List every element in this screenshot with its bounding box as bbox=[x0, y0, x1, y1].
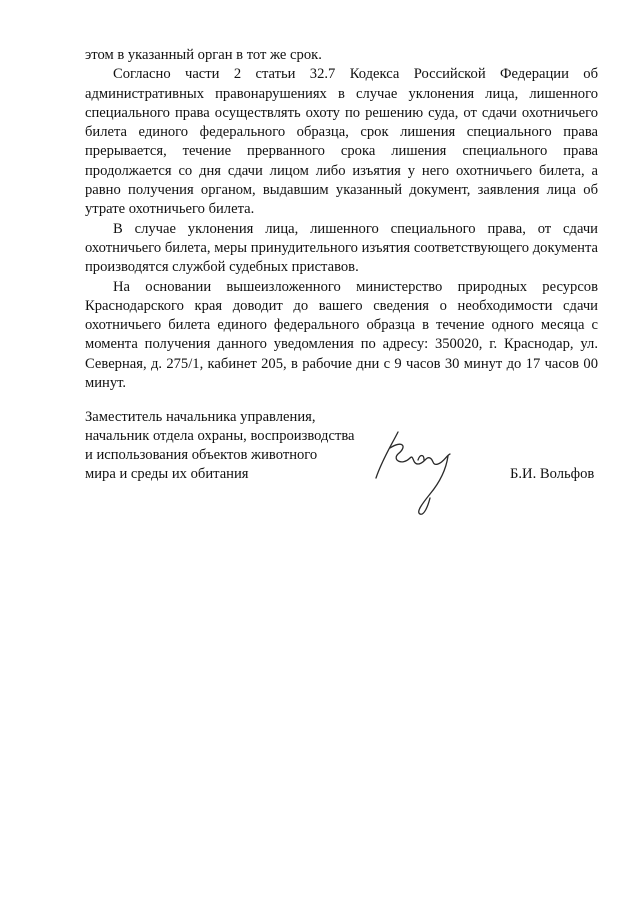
signatory-title-line: Заместитель начальника управления, bbox=[85, 409, 316, 425]
signature-icon bbox=[368, 420, 468, 520]
signatory-title bbox=[85, 408, 385, 484]
signatory-title-line: и использования объектов животного bbox=[85, 447, 318, 463]
signatory-name: Б.И. Вольфов bbox=[510, 466, 595, 482]
paragraph-continuation: этом в указанный орган в тот же срок. bbox=[85, 47, 322, 63]
signatory-title-line: начальник отдела охраны, воспроизводства bbox=[85, 428, 355, 444]
signatory-title-line: мира и среды их обитания bbox=[85, 466, 249, 482]
paragraph-evasion-measures: В случае уклонения лица, лишенного специального права, от сдачи охотничьего билета, меры принудительного изъятия соответствующего документа производятся службой судебных приставов. bbox=[85, 220, 598, 276]
document-body bbox=[85, 46, 598, 393]
paragraph-surrender-notice: На основании вышеизложенного министерство природных ресурсов Краснодарского края доводит до вашего сведения о необходимости сдачи охотничьего билета единого федерального образца в течение одного месяца с момента получения данного уведомления по адресу: 350020, г. Краснодар, ул. Северная, д. 275/1, кабинет 205, в рабочие дни с 9 часов 30 минут до 17 часов 00 минут. bbox=[85, 278, 598, 392]
paragraph-article-32-7: Согласно части 2 статьи 32.7 Кодекса Российской Федерации об административных правонарушениях в случае уклонения лица, лишенного специального права осуществлять охоту по решению суда, от сдачи охотничьего билета единого федерального образца, срок лишения специального права прерывается, течение прерванного срока лишения специального права продолжается со дня сдачи лицом либо изъятия у него охотничьего билета, а равно получения органом, выдавшим указанный документ, заявления лица об утрате охотничьего билета. bbox=[85, 66, 598, 218]
